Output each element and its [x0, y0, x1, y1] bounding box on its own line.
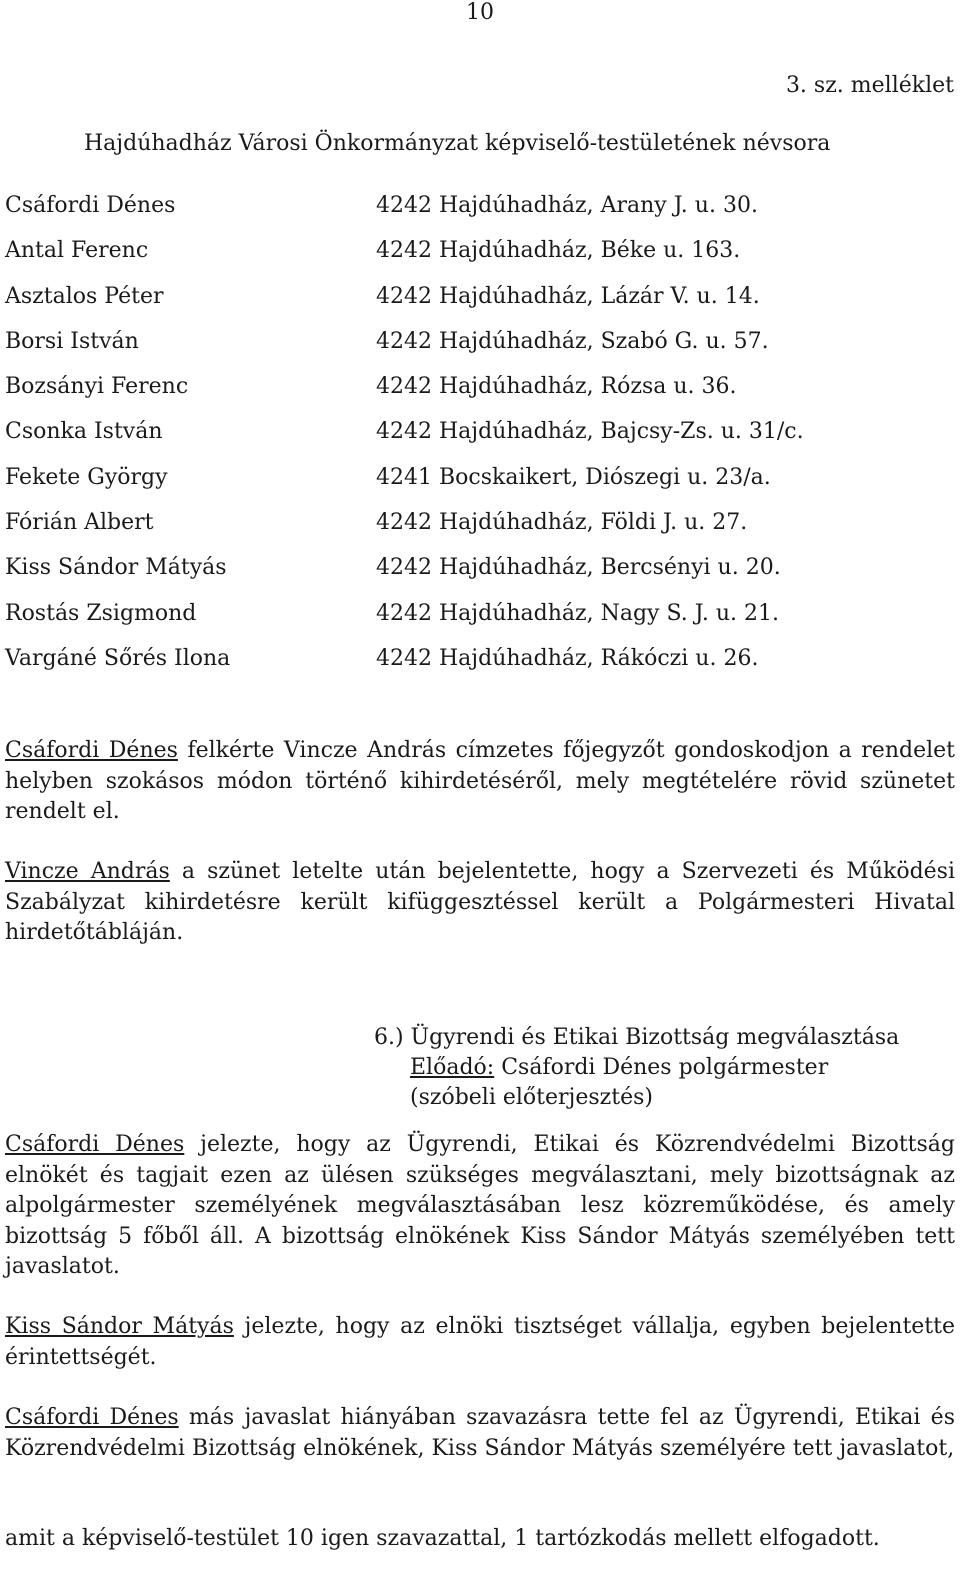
agenda-title: 6.) Ügyrendi és Etikai Bizottság megválasztása [374, 1025, 900, 1050]
paragraph-vote-result [5, 1524, 955, 1555]
speaker-name: Kiss Sándor Mátyás [5, 1314, 234, 1339]
speaker-name: Csáfordi Dénes [5, 1132, 185, 1157]
member-list [5, 193, 955, 691]
speaker-name: Csáfordi Dénes [5, 738, 178, 763]
member-address: 4242 Hajdúhadház, Földi J. u. 27. [376, 510, 748, 536]
paragraph-text: a szünet letelte után bejelentette, hogy a Szervezeti és Működési Szabályzat kihirdetésre került kifüggesztéssel került a Polgármesteri Hivatal hirdetőtábláján. [5, 859, 955, 945]
paragraph-text: más javaslat hiányában szavazásra tette fel az Ügyrendi, Etikai és Közrendvédelmi Bizottság elnökének, Kiss Sándor Mátyás személyére tett javaslatot, [5, 1405, 955, 1461]
member-row [5, 329, 955, 374]
agenda-note: (szóbeli előterjesztés) [410, 1085, 654, 1110]
paragraph-text: felkérte Vincze András címzetes főjegyzőt gondoskodjon a rendelet helyben szokásos módon történő kihirdetéséről, mely megtételére rövid szünetet rendelt el. [5, 738, 955, 824]
member-name: Asztalos Péter [5, 283, 164, 309]
speaker-name: Csáfordi Dénes [5, 1405, 179, 1430]
paragraph-committee-proposal [5, 1130, 955, 1283]
annex-label: 3. sz. melléklet [785, 73, 954, 98]
member-address: 4241 Bocskaikert, Diószegi u. 23/a. [376, 464, 771, 490]
member-row [5, 419, 955, 464]
member-address: 4242 Hajdúhadház, Béke u. 163. [376, 238, 741, 264]
member-address: 4242 Hajdúhadház, Rákóczi u. 26. [376, 645, 759, 671]
member-address: 4242 Hajdúhadház, Lázár V. u. 14. [376, 283, 760, 309]
member-name: Borsi István [5, 328, 139, 354]
member-name: Kiss Sándor Mátyás [5, 555, 227, 581]
member-name: Bozsányi Ferenc [5, 374, 189, 400]
agenda-item [374, 1023, 899, 1113]
member-address: 4242 Hajdúhadház, Szabó G. u. 57. [376, 328, 769, 354]
member-row [5, 238, 955, 283]
member-address: 4242 Hajdúhadház, Bercsényi u. 20. [376, 555, 781, 581]
member-name: Csáfordi Dénes [5, 193, 176, 218]
member-name: Vargáné Sőrés Ilona [5, 645, 231, 671]
speaker-name: Vincze András [5, 859, 170, 884]
member-row [5, 284, 955, 329]
agenda-presenter [374, 1053, 899, 1083]
paragraph-text: jelezte, hogy az elnöki tisztséget vállalja, egyben bejelentette érintettségét. [5, 1314, 956, 1370]
paragraph-acceptance [5, 1312, 955, 1373]
member-address: 4242 Hajdúhadház, Nagy S. J. u. 21. [376, 600, 779, 626]
member-row [5, 374, 955, 419]
member-row [5, 193, 955, 238]
paragraph-recess [5, 736, 955, 828]
member-row [5, 555, 955, 600]
paragraph-text: jelezte, hogy az Ügyrendi, Etikai és Közrendvédelmi Bizottság elnökét és tagjait ezen az ülésen szükséges megválasztani, mely bizottságnak az alpolgármester személyének megválasztásában lesz közreműködése, és amely bizottság 5 főből áll. A bizottság elnökének Kiss Sándor Mátyás személyében tett javaslatot. [5, 1132, 955, 1279]
member-row [5, 646, 955, 691]
member-name: Fekete György [5, 464, 168, 490]
member-address: 4242 Hajdúhadház, Bajcsy-Zs. u. 31/c. [376, 419, 804, 445]
member-row [5, 510, 955, 555]
member-name: Fórián Albert [5, 510, 154, 536]
paragraph-text: amit a képviselő-testület 10 igen szavazattal, 1 tartózkodás mellett elfogadott. [5, 1526, 880, 1551]
paragraph-announcement [5, 857, 955, 949]
presenter-name: Csáfordi Dénes polgármester [494, 1055, 829, 1080]
member-name: Csonka István [5, 419, 163, 445]
member-name: Rostás Zsigmond [5, 600, 197, 626]
presenter-label: Előadó: [410, 1055, 495, 1080]
member-row [5, 601, 955, 646]
member-address: 4242 Hajdúhadház, Rózsa u. 36. [376, 374, 737, 400]
member-address: 4242 Hajdúhadház, Arany J. u. 30. [376, 193, 758, 218]
member-name: Antal Ferenc [5, 238, 149, 264]
page-number: 10 [466, 0, 494, 25]
member-row [5, 465, 955, 510]
member-list-title: Hajdúhadház Városi Önkormányzat képviselő-testületének névsora [84, 131, 831, 156]
paragraph-vote-call [5, 1403, 955, 1464]
